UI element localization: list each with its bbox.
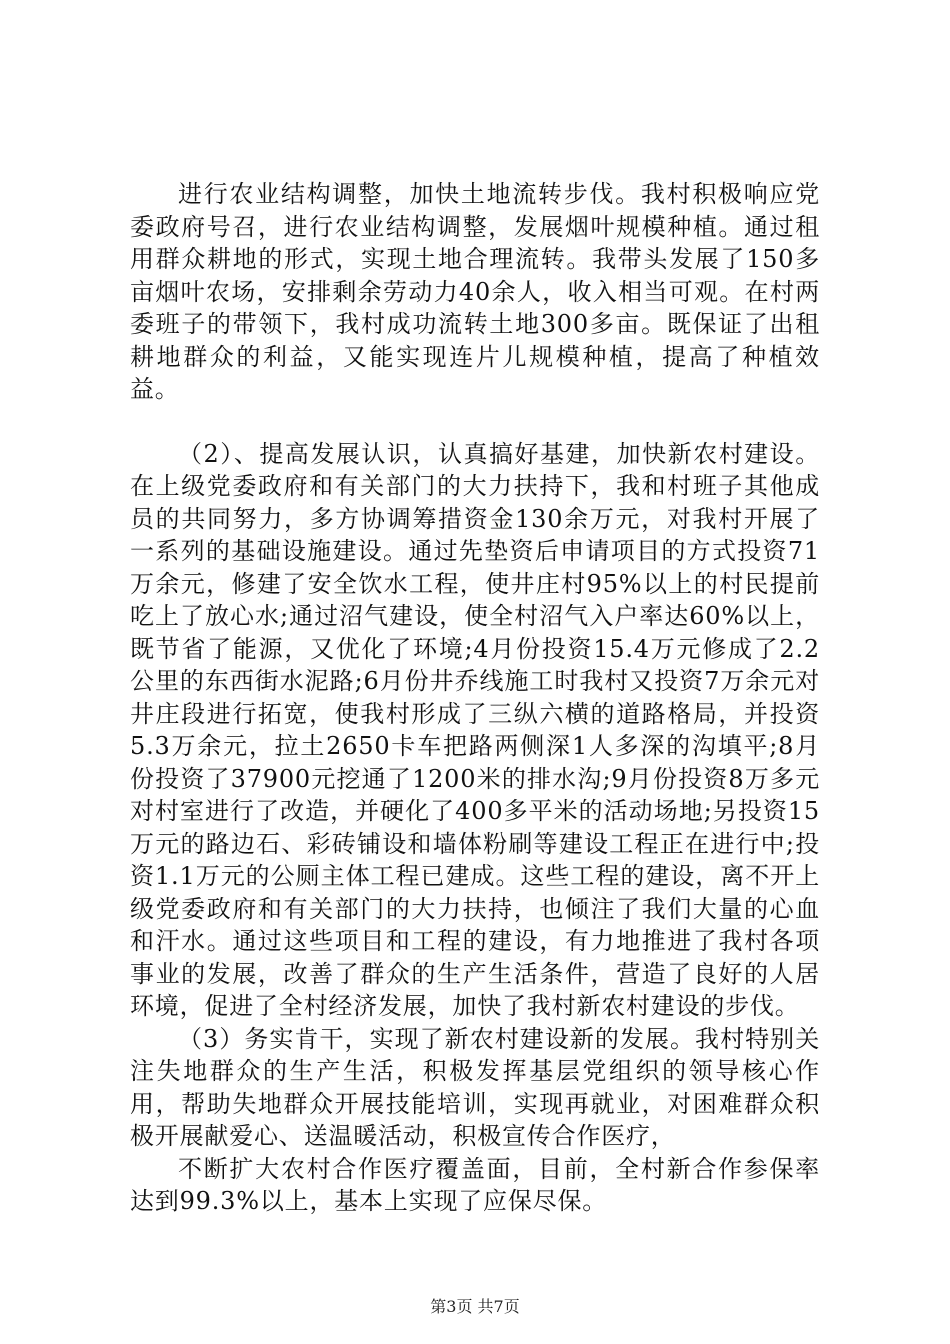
paragraph-land-transfer: 进行农业结构调整，加快土地流转步伐。我村积极响应党委政府号召，进行农业结构调整，发展烟叶规模种植。通过租用群众耕地的形式，实现土地合理流转。我带头发展了150多亩烟叶农场，安排剩余劳动力40余人，收入相当可观。在村两委班子的带领下，我村成功流转土地300多亩。既保证了出租耕地群众的利益，又能实现连片儿规模种植，提高了种植效益。: [130, 180, 820, 403]
document-body: [130, 178, 820, 1218]
paragraph-new-development: （3）务实肯干，实现了新农村建设新的发展。我村特别关注失地群众的生产生活，积极发挥基层党组织的领导核心作用，帮助失地群众开展技能培训，实现再就业，对困难群众积极开展献爱心、送温暖活动，积极宣传合作医疗，: [130, 1024, 820, 1150]
paragraph-infrastructure: （2）、提高发展认识，认真搞好基建，加快新农村建设。在上级党委政府和有关部门的大力扶持下，我和村班子其他成员的共同努力，多方协调筹措资金130余万元，对我村开展了一系列的基础设施建设。通过先垫资后申请项目的方式投资71万余元，修建了安全饮水工程，使井庄村95%以上的村民提前吃上了放心水;通过沼气建设，使全村沼气入户率达60%以上，既节省了能源，又优化了环境;4月份投资15.4万元修成了2.2公里的东西街水泥路;6月份井乔线施工时我村又投资7万余元对井庄段进行拓宽，使我村形成了三纵六横的道路格局，并投资5.3万余元，拉土2650卡车把路两侧深1人多深的沟填平;8月份投资了37900元挖通了1200米的排水沟;9月份投资8万多元对村室进行了改造，并硬化了400多平米的活动场地;另投资15万元的路边石、彩砖铺设和墙体粉刷等建设工程正在进行中;投资1.1万元的公厕主体工程已建成。这些工程的建设，离不开上级党委政府和有关部门的大力扶持，也倾注了我们大量的心血和汗水。通过这些项目和工程的建设，有力地推进了我村各项事业的发展，改善了群众的生产生活条件，营造了良好的人居环境，促进了全村经济发展，加快了我村新农村建设的步伐。: [130, 439, 820, 1020]
page-number: 第3页 共7页: [430, 1297, 520, 1316]
paragraph-medical-coverage: 不断扩大农村合作医疗覆盖面，目前，全村新合作参保率达到99.3%以上，基本上实现了应保尽保。: [130, 1154, 820, 1215]
